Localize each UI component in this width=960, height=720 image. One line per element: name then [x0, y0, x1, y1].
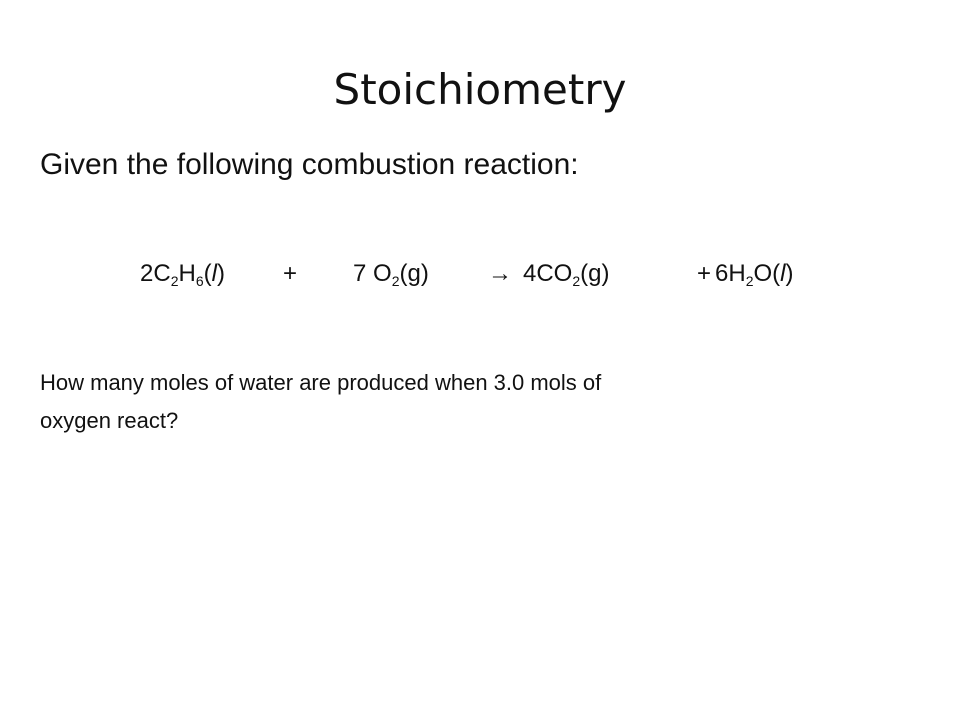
reactant-oxygen — [353, 252, 429, 296]
chemical-equation — [0, 252, 960, 296]
ethane-state: l — [211, 260, 217, 287]
water-oxygen: O( — [753, 260, 781, 287]
ethane-hydrogen-subscript: 6 — [195, 273, 204, 289]
water-state-close: ) — [785, 260, 794, 287]
water-hydrogen: 6H — [715, 260, 746, 287]
ethane-carbon: 2C — [140, 260, 171, 287]
slide-subtitle: Given the following combustion reaction: — [40, 148, 579, 181]
co2-subscript: 2 — [572, 273, 581, 289]
product-water — [715, 252, 794, 296]
reaction-arrow: → — [488, 260, 512, 287]
ethane-hydrogen: H — [178, 260, 196, 287]
co2-state: (g) — [580, 260, 610, 287]
reactant-ethane — [140, 252, 225, 296]
oxygen-formula: 7 O — [353, 260, 392, 287]
water-subscript: 2 — [745, 273, 754, 289]
ethane-state-close: ) — [216, 260, 225, 287]
oxygen-subscript: 2 — [391, 273, 400, 289]
water-state: l — [780, 260, 786, 287]
slide-title: Stoichiometry — [333, 65, 627, 114]
ethane-carbon-subscript: 2 — [170, 273, 179, 289]
question-text — [40, 364, 920, 440]
co2-formula: 4CO — [523, 260, 573, 287]
question-line-1: How many moles of water are produced when 3.0 mols of — [40, 370, 602, 395]
product-carbon-dioxide — [523, 252, 610, 296]
ethane-state-open: ( — [203, 260, 212, 287]
oxygen-state: (g) — [399, 260, 429, 287]
plus-sign-2: + — [697, 260, 712, 287]
question-line-2: oxygen react? — [40, 408, 179, 433]
plus-sign-1: + — [283, 260, 298, 287]
